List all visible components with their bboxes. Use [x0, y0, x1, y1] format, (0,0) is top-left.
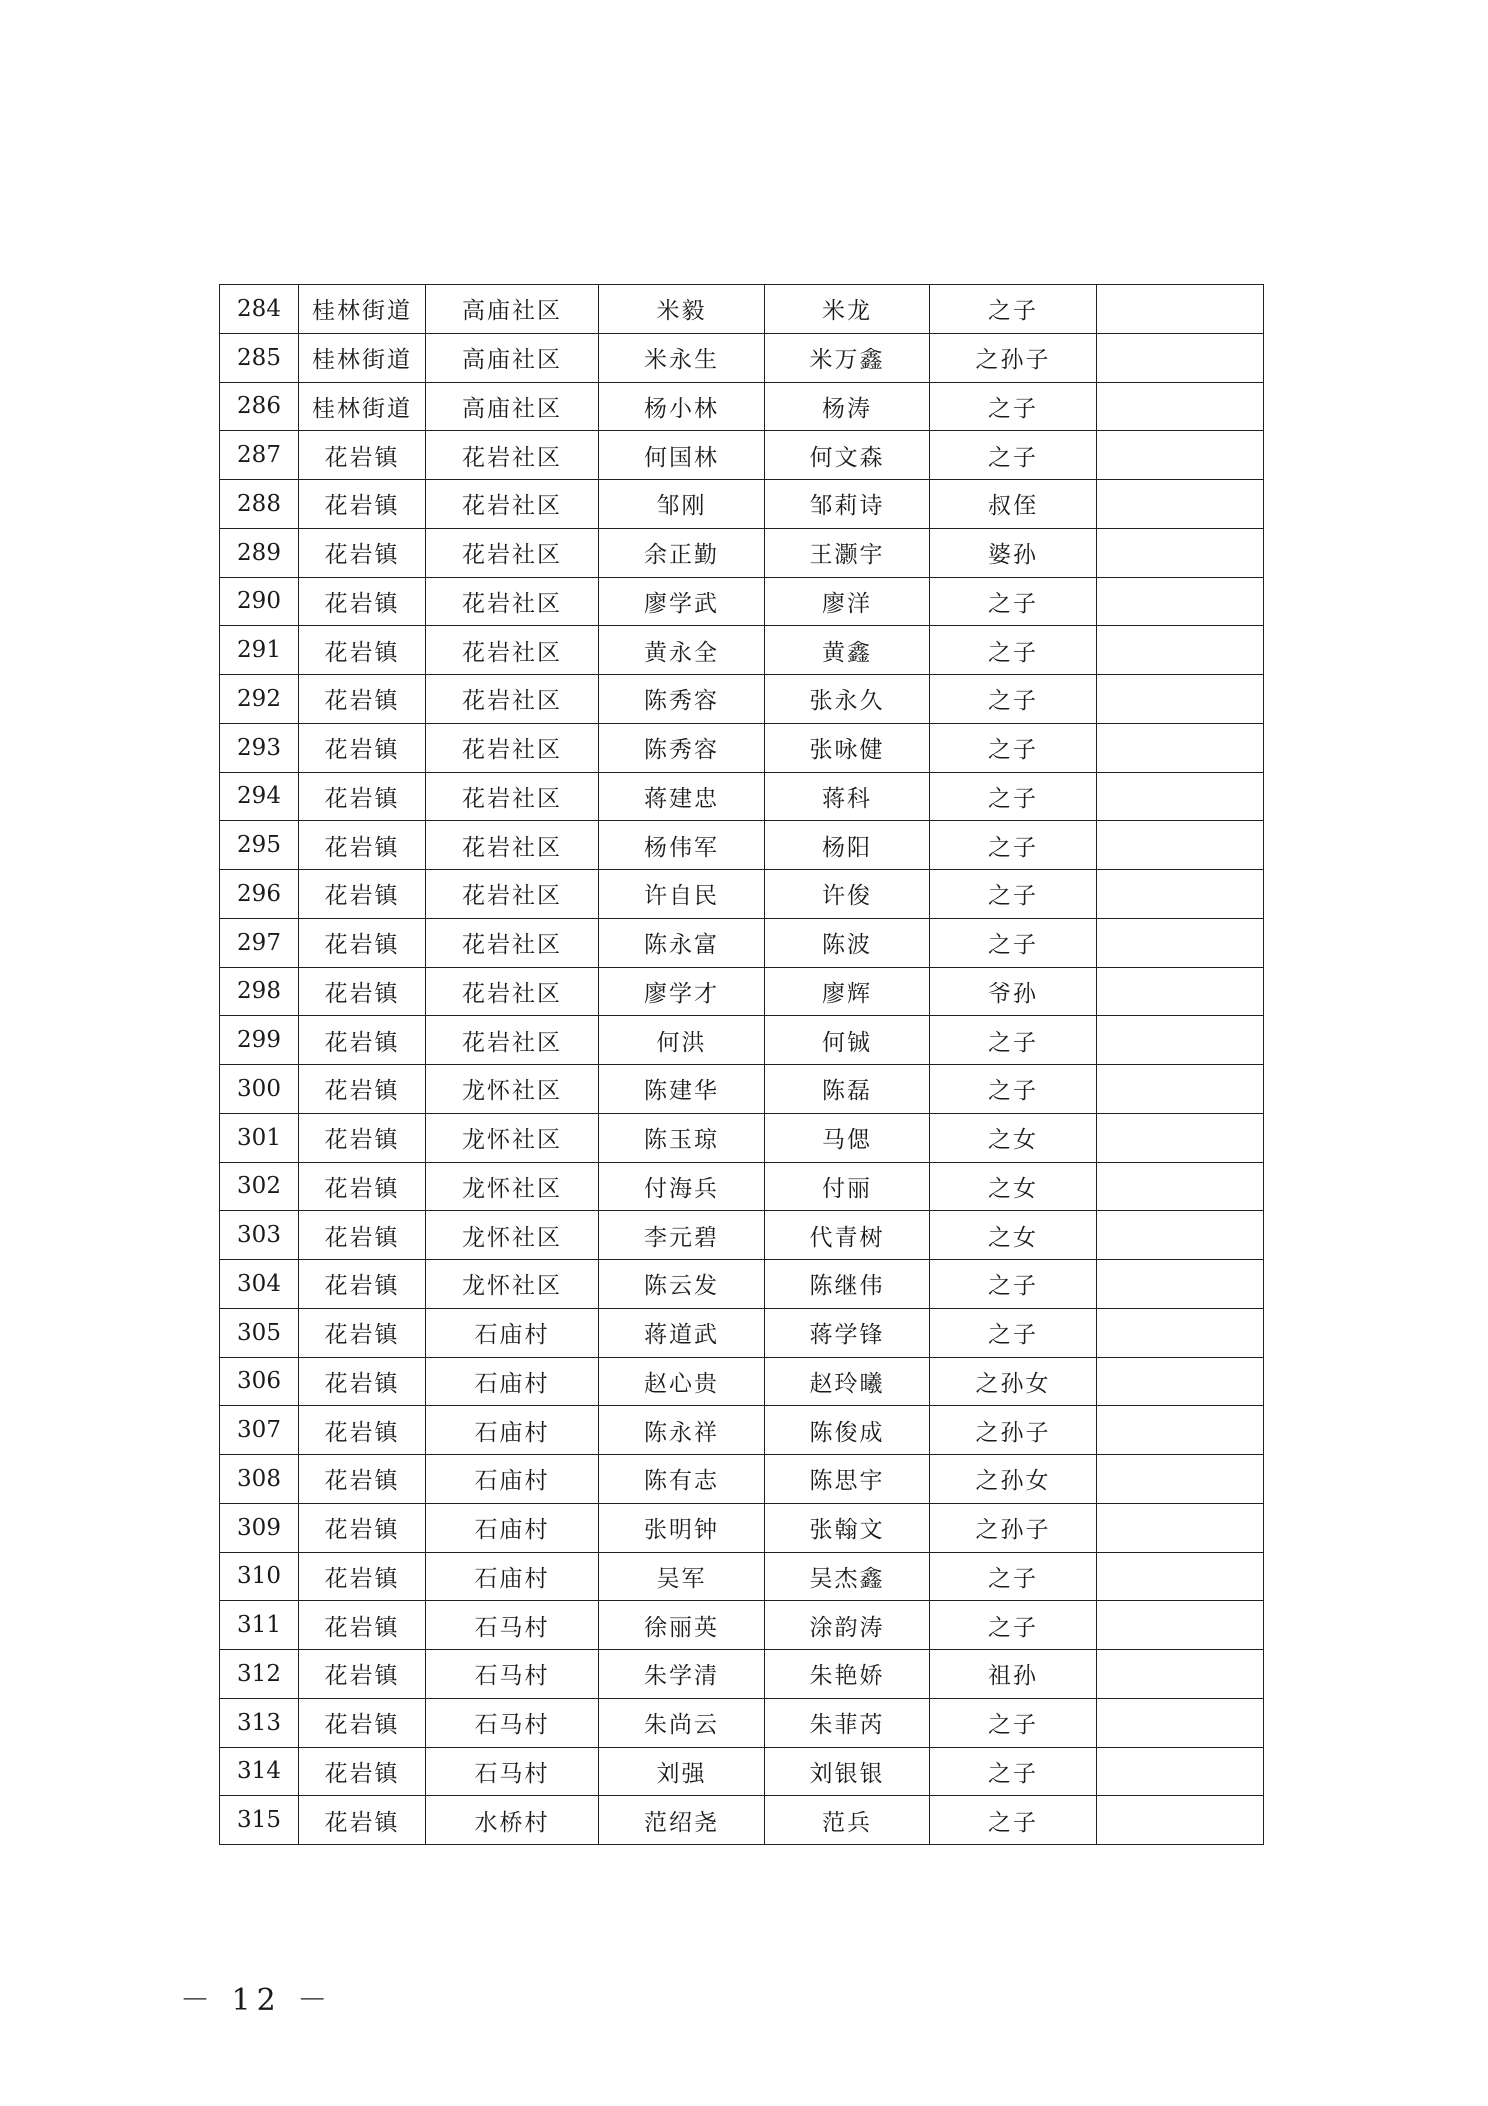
relation-cell: 之孙子 [930, 1503, 1097, 1552]
town-cell: 花岩镇 [299, 1796, 426, 1845]
child-name-cell: 张翰文 [765, 1503, 930, 1552]
elder-name-cell: 许自民 [599, 870, 765, 919]
relation-cell: 之子 [930, 821, 1097, 870]
table-row [220, 1162, 1264, 1211]
town-cell: 花岩镇 [299, 1162, 426, 1211]
elder-name-cell: 黄永全 [599, 626, 765, 675]
remark-cell [1097, 528, 1264, 577]
row-number-cell: 303 [220, 1211, 299, 1260]
town-cell: 花岩镇 [299, 1357, 426, 1406]
relation-cell: 之孙女 [930, 1455, 1097, 1504]
remark-cell [1097, 1650, 1264, 1699]
row-number-cell: 315 [220, 1796, 299, 1845]
remark-cell [1097, 1455, 1264, 1504]
elder-name-cell: 陈玉琼 [599, 1113, 765, 1162]
table-row [220, 1698, 1264, 1747]
town-cell: 花岩镇 [299, 967, 426, 1016]
elder-name-cell: 蒋道武 [599, 1308, 765, 1357]
row-number-cell: 302 [220, 1162, 299, 1211]
elder-name-cell: 陈永富 [599, 918, 765, 967]
child-name-cell: 陈俊成 [765, 1406, 930, 1455]
remark-cell [1097, 1601, 1264, 1650]
town-cell: 花岩镇 [299, 1650, 426, 1699]
elder-name-cell: 米毅 [599, 285, 765, 334]
table-row [220, 675, 1264, 724]
community-cell: 石马村 [426, 1650, 599, 1699]
community-cell: 龙怀社区 [426, 1162, 599, 1211]
table-row [220, 528, 1264, 577]
row-number-cell: 306 [220, 1357, 299, 1406]
remark-cell [1097, 1698, 1264, 1747]
town-cell: 花岩镇 [299, 1503, 426, 1552]
table-row [220, 1747, 1264, 1796]
elder-name-cell: 陈建华 [599, 1065, 765, 1114]
child-name-cell: 蒋学锋 [765, 1308, 930, 1357]
community-cell: 石庙村 [426, 1455, 599, 1504]
remark-cell [1097, 1357, 1264, 1406]
table-row [220, 431, 1264, 480]
child-name-cell: 米龙 [765, 285, 930, 334]
relation-cell: 之子 [930, 1698, 1097, 1747]
child-name-cell: 范兵 [765, 1796, 930, 1845]
relation-cell: 之子 [930, 1260, 1097, 1309]
community-cell: 石庙村 [426, 1503, 599, 1552]
child-name-cell: 张永久 [765, 675, 930, 724]
remark-cell [1097, 1016, 1264, 1065]
remark-cell [1097, 821, 1264, 870]
community-cell: 高庙社区 [426, 382, 599, 431]
table-row [220, 1260, 1264, 1309]
child-name-cell: 涂韵涛 [765, 1601, 930, 1650]
elder-name-cell: 廖学武 [599, 577, 765, 626]
table-row [220, 285, 1264, 334]
elder-name-cell: 何洪 [599, 1016, 765, 1065]
row-number-cell: 290 [220, 577, 299, 626]
community-cell: 石庙村 [426, 1552, 599, 1601]
relation-cell: 之子 [930, 431, 1097, 480]
relation-cell: 之女 [930, 1162, 1097, 1211]
town-cell: 花岩镇 [299, 821, 426, 870]
relation-cell: 叔侄 [930, 480, 1097, 529]
row-number-cell: 297 [220, 918, 299, 967]
community-cell: 龙怀社区 [426, 1113, 599, 1162]
child-name-cell: 张咏健 [765, 723, 930, 772]
child-name-cell: 付丽 [765, 1162, 930, 1211]
table-row [220, 480, 1264, 529]
table-row [220, 870, 1264, 919]
town-cell: 花岩镇 [299, 1113, 426, 1162]
remark-cell [1097, 1065, 1264, 1114]
remark-cell [1097, 1796, 1264, 1845]
elder-name-cell: 李元碧 [599, 1211, 765, 1260]
child-name-cell: 刘银银 [765, 1747, 930, 1796]
row-number-cell: 286 [220, 382, 299, 431]
remark-cell [1097, 1211, 1264, 1260]
row-number-cell: 293 [220, 723, 299, 772]
community-cell: 龙怀社区 [426, 1211, 599, 1260]
elder-name-cell: 赵心贵 [599, 1357, 765, 1406]
remark-cell [1097, 1162, 1264, 1211]
relation-cell: 之子 [930, 1552, 1097, 1601]
community-cell: 花岩社区 [426, 821, 599, 870]
relation-cell: 爷孙 [930, 967, 1097, 1016]
town-cell: 花岩镇 [299, 870, 426, 919]
elder-name-cell: 余正勤 [599, 528, 765, 577]
town-cell: 花岩镇 [299, 1455, 426, 1504]
relation-cell: 之女 [930, 1113, 1097, 1162]
community-cell: 石马村 [426, 1601, 599, 1650]
relation-cell: 之子 [930, 382, 1097, 431]
child-name-cell: 赵玲曦 [765, 1357, 930, 1406]
child-name-cell: 米万鑫 [765, 333, 930, 382]
relation-cell: 之女 [930, 1211, 1097, 1260]
town-cell: 花岩镇 [299, 723, 426, 772]
child-name-cell: 朱艳娇 [765, 1650, 930, 1699]
remark-cell [1097, 382, 1264, 431]
table-row [220, 1552, 1264, 1601]
child-name-cell: 吴杰鑫 [765, 1552, 930, 1601]
community-cell: 龙怀社区 [426, 1065, 599, 1114]
town-cell: 花岩镇 [299, 1016, 426, 1065]
community-cell: 花岩社区 [426, 480, 599, 529]
child-name-cell: 杨阳 [765, 821, 930, 870]
town-cell: 花岩镇 [299, 480, 426, 529]
relation-cell: 之子 [930, 723, 1097, 772]
child-name-cell: 陈思宇 [765, 1455, 930, 1504]
table-row [220, 577, 1264, 626]
town-cell: 花岩镇 [299, 577, 426, 626]
community-cell: 花岩社区 [426, 577, 599, 626]
relation-cell: 之子 [930, 626, 1097, 675]
row-number-cell: 305 [220, 1308, 299, 1357]
table-row [220, 1065, 1264, 1114]
child-name-cell: 马偲 [765, 1113, 930, 1162]
elder-name-cell: 陈云发 [599, 1260, 765, 1309]
roster-table [219, 284, 1264, 1845]
table-row [220, 918, 1264, 967]
table-row [220, 1601, 1264, 1650]
table-row [220, 1308, 1264, 1357]
town-cell: 花岩镇 [299, 1308, 426, 1357]
remark-cell [1097, 285, 1264, 334]
elder-name-cell: 何国林 [599, 431, 765, 480]
town-cell: 花岩镇 [299, 675, 426, 724]
community-cell: 高庙社区 [426, 285, 599, 334]
town-cell: 花岩镇 [299, 772, 426, 821]
relation-cell: 之子 [930, 285, 1097, 334]
row-number-cell: 312 [220, 1650, 299, 1699]
remark-cell [1097, 626, 1264, 675]
remark-cell [1097, 675, 1264, 724]
town-cell: 桂林街道 [299, 333, 426, 382]
child-name-cell: 何文森 [765, 431, 930, 480]
row-number-cell: 289 [220, 528, 299, 577]
community-cell: 花岩社区 [426, 918, 599, 967]
row-number-cell: 310 [220, 1552, 299, 1601]
row-number-cell: 292 [220, 675, 299, 724]
relation-cell: 之孙子 [930, 1406, 1097, 1455]
remark-cell [1097, 1552, 1264, 1601]
community-cell: 石庙村 [426, 1308, 599, 1357]
child-name-cell: 蒋科 [765, 772, 930, 821]
row-number-cell: 284 [220, 285, 299, 334]
town-cell: 花岩镇 [299, 918, 426, 967]
row-number-cell: 301 [220, 1113, 299, 1162]
child-name-cell: 廖辉 [765, 967, 930, 1016]
community-cell: 花岩社区 [426, 528, 599, 577]
row-number-cell: 308 [220, 1455, 299, 1504]
table-row [220, 821, 1264, 870]
elder-name-cell: 付海兵 [599, 1162, 765, 1211]
relation-cell: 之子 [930, 1308, 1097, 1357]
community-cell: 石庙村 [426, 1406, 599, 1455]
community-cell: 龙怀社区 [426, 1260, 599, 1309]
child-name-cell: 陈继伟 [765, 1260, 930, 1309]
remark-cell [1097, 1406, 1264, 1455]
community-cell: 花岩社区 [426, 772, 599, 821]
table-row [220, 333, 1264, 382]
town-cell: 花岩镇 [299, 1260, 426, 1309]
table-row [220, 1796, 1264, 1845]
row-number-cell: 307 [220, 1406, 299, 1455]
row-number-cell: 291 [220, 626, 299, 675]
relation-cell: 之子 [930, 1601, 1097, 1650]
community-cell: 水桥村 [426, 1796, 599, 1845]
relation-cell: 之子 [930, 1016, 1097, 1065]
table-row [220, 1406, 1264, 1455]
table-row [220, 723, 1264, 772]
table-row [220, 1357, 1264, 1406]
town-cell: 花岩镇 [299, 1747, 426, 1796]
table-row [220, 382, 1264, 431]
table-row [220, 1113, 1264, 1162]
remark-cell [1097, 967, 1264, 1016]
roster-body [220, 285, 1264, 1845]
elder-name-cell: 米永生 [599, 333, 765, 382]
row-number-cell: 309 [220, 1503, 299, 1552]
child-name-cell: 代青树 [765, 1211, 930, 1260]
community-cell: 花岩社区 [426, 1016, 599, 1065]
remark-cell [1097, 723, 1264, 772]
row-number-cell: 304 [220, 1260, 299, 1309]
table-row [220, 1503, 1264, 1552]
table-row [220, 626, 1264, 675]
child-name-cell: 王灏宇 [765, 528, 930, 577]
community-cell: 石马村 [426, 1698, 599, 1747]
remark-cell [1097, 1308, 1264, 1357]
row-number-cell: 300 [220, 1065, 299, 1114]
relation-cell: 之子 [930, 1747, 1097, 1796]
community-cell: 花岩社区 [426, 967, 599, 1016]
relation-cell: 之子 [930, 870, 1097, 919]
remark-cell [1097, 772, 1264, 821]
row-number-cell: 313 [220, 1698, 299, 1747]
relation-cell: 之子 [930, 1065, 1097, 1114]
town-cell: 花岩镇 [299, 1406, 426, 1455]
elder-name-cell: 朱尚云 [599, 1698, 765, 1747]
community-cell: 花岩社区 [426, 626, 599, 675]
table-row [220, 1650, 1264, 1699]
page-number: － 12 － [180, 1983, 334, 2018]
row-number-cell: 294 [220, 772, 299, 821]
community-cell: 石庙村 [426, 1357, 599, 1406]
relation-cell: 之子 [930, 772, 1097, 821]
town-cell: 花岩镇 [299, 1698, 426, 1747]
remark-cell [1097, 1747, 1264, 1796]
elder-name-cell: 陈秀容 [599, 675, 765, 724]
elder-name-cell: 刘强 [599, 1747, 765, 1796]
town-cell: 花岩镇 [299, 626, 426, 675]
town-cell: 桂林街道 [299, 382, 426, 431]
elder-name-cell: 杨伟军 [599, 821, 765, 870]
community-cell: 花岩社区 [426, 431, 599, 480]
town-cell: 花岩镇 [299, 1211, 426, 1260]
elder-name-cell: 陈永祥 [599, 1406, 765, 1455]
town-cell: 花岩镇 [299, 528, 426, 577]
community-cell: 高庙社区 [426, 333, 599, 382]
child-name-cell: 何铖 [765, 1016, 930, 1065]
elder-name-cell: 邹刚 [599, 480, 765, 529]
remark-cell [1097, 1260, 1264, 1309]
row-number-cell: 299 [220, 1016, 299, 1065]
remark-cell [1097, 577, 1264, 626]
community-cell: 花岩社区 [426, 723, 599, 772]
row-number-cell: 287 [220, 431, 299, 480]
child-name-cell: 陈磊 [765, 1065, 930, 1114]
elder-name-cell: 杨小林 [599, 382, 765, 431]
relation-cell: 之子 [930, 1796, 1097, 1845]
community-cell: 花岩社区 [426, 675, 599, 724]
table-row [220, 1211, 1264, 1260]
table-row [220, 967, 1264, 1016]
row-number-cell: 314 [220, 1747, 299, 1796]
remark-cell [1097, 870, 1264, 919]
elder-name-cell: 廖学才 [599, 967, 765, 1016]
remark-cell [1097, 1503, 1264, 1552]
child-name-cell: 邹莉诗 [765, 480, 930, 529]
table-row [220, 1455, 1264, 1504]
table-row [220, 1016, 1264, 1065]
table-row [220, 772, 1264, 821]
elder-name-cell: 朱学清 [599, 1650, 765, 1699]
row-number-cell: 298 [220, 967, 299, 1016]
elder-name-cell: 张明钟 [599, 1503, 765, 1552]
remark-cell [1097, 918, 1264, 967]
relation-cell: 婆孙 [930, 528, 1097, 577]
relation-cell: 之孙女 [930, 1357, 1097, 1406]
row-number-cell: 296 [220, 870, 299, 919]
child-name-cell: 黄鑫 [765, 626, 930, 675]
town-cell: 桂林街道 [299, 285, 426, 334]
row-number-cell: 295 [220, 821, 299, 870]
child-name-cell: 廖洋 [765, 577, 930, 626]
relation-cell: 之子 [930, 675, 1097, 724]
town-cell: 花岩镇 [299, 1601, 426, 1650]
remark-cell [1097, 431, 1264, 480]
relation-cell: 之子 [930, 918, 1097, 967]
community-cell: 花岩社区 [426, 870, 599, 919]
child-name-cell: 许俊 [765, 870, 930, 919]
child-name-cell: 朱菲芮 [765, 1698, 930, 1747]
child-name-cell: 杨涛 [765, 382, 930, 431]
row-number-cell: 311 [220, 1601, 299, 1650]
relation-cell: 之孙子 [930, 333, 1097, 382]
town-cell: 花岩镇 [299, 431, 426, 480]
remark-cell [1097, 333, 1264, 382]
relation-cell: 之子 [930, 577, 1097, 626]
elder-name-cell: 范绍尧 [599, 1796, 765, 1845]
elder-name-cell: 陈秀容 [599, 723, 765, 772]
row-number-cell: 288 [220, 480, 299, 529]
town-cell: 花岩镇 [299, 1552, 426, 1601]
elder-name-cell: 吴军 [599, 1552, 765, 1601]
town-cell: 花岩镇 [299, 1065, 426, 1114]
community-cell: 石马村 [426, 1747, 599, 1796]
remark-cell [1097, 480, 1264, 529]
elder-name-cell: 蒋建忠 [599, 772, 765, 821]
row-number-cell: 285 [220, 333, 299, 382]
elder-name-cell: 陈有志 [599, 1455, 765, 1504]
child-name-cell: 陈波 [765, 918, 930, 967]
elder-name-cell: 徐丽英 [599, 1601, 765, 1650]
remark-cell [1097, 1113, 1264, 1162]
relation-cell: 祖孙 [930, 1650, 1097, 1699]
